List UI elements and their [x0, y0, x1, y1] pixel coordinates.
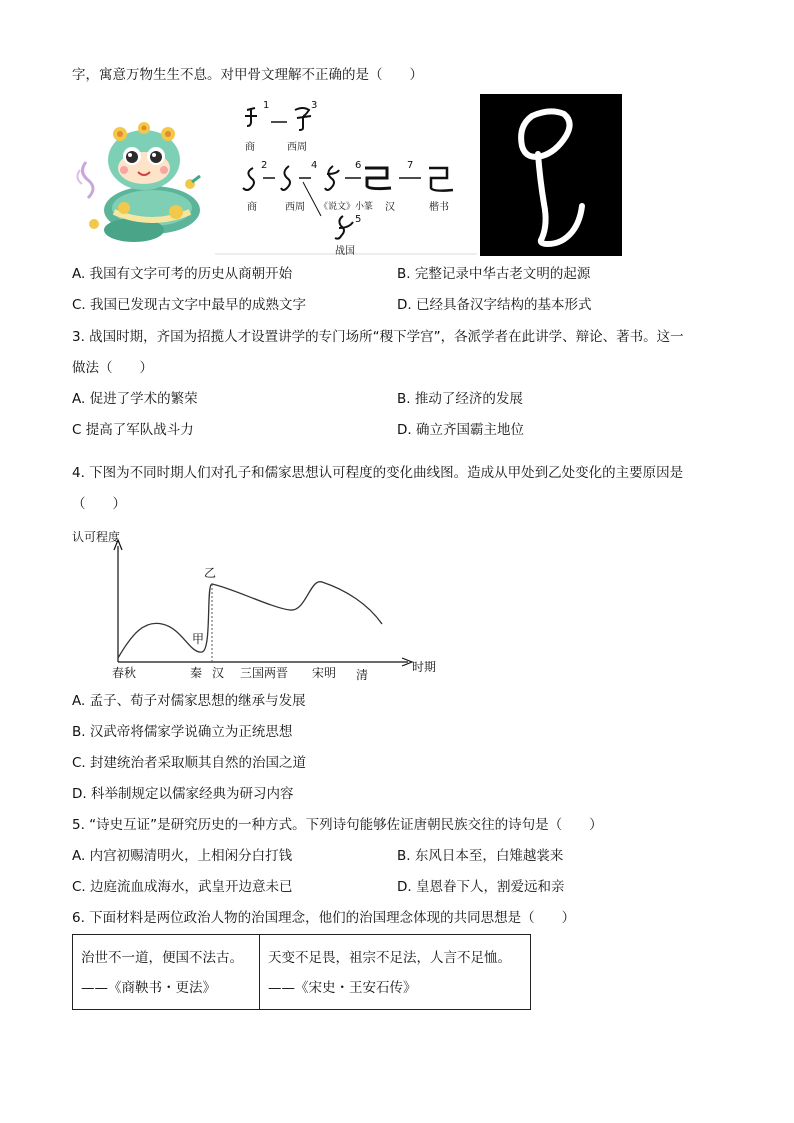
- glyph-label-shuowen: 《说文》小篆: [319, 202, 374, 212]
- glyph-label-xizhou-1: 西周: [287, 142, 307, 153]
- q6-material-table: [72, 934, 531, 1010]
- q6-left-cell: [73, 935, 260, 1010]
- x-tick-han: 汉: [212, 666, 225, 680]
- q4-option-c[interactable]: C. 封建统治者采取顺其自然的治国之道: [72, 755, 307, 771]
- q4-stem-line1: 4. 下图为不同时期人们对孔子和儒家思想认可程度的变化曲线图。造成从甲处到乙处变化的主要原因是: [72, 465, 684, 481]
- snake-mascot-image: [72, 112, 212, 252]
- glyph-label-han: 汉: [385, 202, 395, 213]
- q2-option-a[interactable]: A. 我国有文字可考的历史从商朝开始: [72, 266, 293, 282]
- glyph-num-3: 3: [311, 100, 318, 111]
- chart-xlabel: 时期: [412, 660, 437, 674]
- q5-option-d[interactable]: D. 皇恩眷下人，割爱远和亲: [397, 879, 565, 895]
- q5-stem: 5. “诗史互证”是研究历史的一种方式。下列诗句能够佐证唐朝民族交往的诗句是（ ）: [72, 817, 603, 833]
- glyph-evolution-figure: [215, 96, 477, 256]
- q2-option-c[interactable]: C. 我国已发现古文字中最早的成熟文字: [72, 297, 307, 313]
- q3-option-a[interactable]: A. 促进了学术的繁荣: [72, 391, 198, 407]
- glyph-label-zhanguo: 战国: [335, 246, 355, 257]
- glyph-label-xizhou-2: 西周: [285, 202, 305, 213]
- glyph-num-1: 1: [263, 100, 270, 111]
- glyph-label-kaishu: 楷书: [429, 202, 449, 213]
- chart-annotation-jia: 甲: [192, 632, 205, 646]
- q4-stem-line2: （ ）: [72, 496, 126, 512]
- q2-option-d[interactable]: D. 已经具备汉字结构的基本形式: [397, 297, 592, 313]
- q6-right-source: ——《宋史・王安石传》: [268, 980, 417, 996]
- glyph-num-5: 5: [355, 214, 362, 225]
- q6-right-quote: 天变不足畏，祖宗不足法，人言不足恤。: [268, 950, 511, 966]
- q6-stem: 6. 下面材料是两位政治人物的治国理念，他们的治国理念体现的共同思想是（ ）: [72, 910, 576, 926]
- q3-option-b[interactable]: B. 推动了经济的发展: [397, 391, 523, 407]
- q3-stem-line1: 3. 战国时期，齐国为招揽人才设置讲学的专门场所“稷下学宫”，各派学者在此讲学、辩论、著书。这一: [72, 329, 684, 345]
- q4-option-a[interactable]: A. 孟子、荀子对儒家思想的继承与发展: [72, 693, 306, 709]
- chart-ylabel: 认可程度: [72, 530, 121, 544]
- q2-stem: 字，寓意万物生生不息。对甲骨文理解不正确的是（ ）: [72, 67, 423, 83]
- q3-stem-line2: 做法（ ）: [72, 360, 153, 376]
- glyph-num-7: 7: [407, 160, 414, 171]
- q3-option-d[interactable]: D. 确立齐国霸主地位: [397, 422, 524, 438]
- q4-option-d[interactable]: D. 科举制规定以儒家经典为研习内容: [72, 786, 294, 802]
- glyph-num-4: 4: [311, 160, 318, 171]
- acceptance-curve: [118, 582, 382, 658]
- q6-left-quote: 治世不一道，便国不法古。: [81, 950, 243, 966]
- glyph-num-6: 6: [355, 160, 362, 171]
- q6-right-cell: [260, 935, 531, 1010]
- q5-option-c[interactable]: C. 边庭流血成海水，武皇开边意未已: [72, 879, 293, 895]
- x-tick-chunqiu: 春秋: [112, 666, 137, 680]
- glyph-label-shang-2: 商: [247, 202, 257, 213]
- x-tick-sanguo: 三国两晋: [240, 666, 289, 680]
- q5-option-a[interactable]: A. 内宫初赐清明火，上相闲分白打钱: [72, 848, 293, 864]
- q6-left-source: ——《商鞅书・更法》: [81, 980, 216, 996]
- x-tick-qin: 秦: [190, 666, 203, 680]
- q5-option-b[interactable]: B. 东风日本至，白雉越裳来: [397, 848, 564, 864]
- glyph-num-2: 2: [261, 160, 268, 171]
- x-tick-qing: 清: [356, 668, 369, 682]
- q2-option-b[interactable]: B. 完整记录中华古老文明的起源: [397, 266, 591, 282]
- oracle-bone-rubbing-image: [480, 94, 622, 256]
- x-tick-songming: 宋明: [312, 666, 337, 680]
- chart-annotation-yi: 乙: [204, 566, 217, 580]
- q3-option-c[interactable]: C 提高了军队战斗力: [72, 422, 194, 438]
- q4-option-b[interactable]: B. 汉武帝将儒家学说确立为正统思想: [72, 724, 293, 740]
- acceptance-curve-chart: [72, 524, 452, 684]
- glyph-label-shang-1: 商: [245, 142, 255, 153]
